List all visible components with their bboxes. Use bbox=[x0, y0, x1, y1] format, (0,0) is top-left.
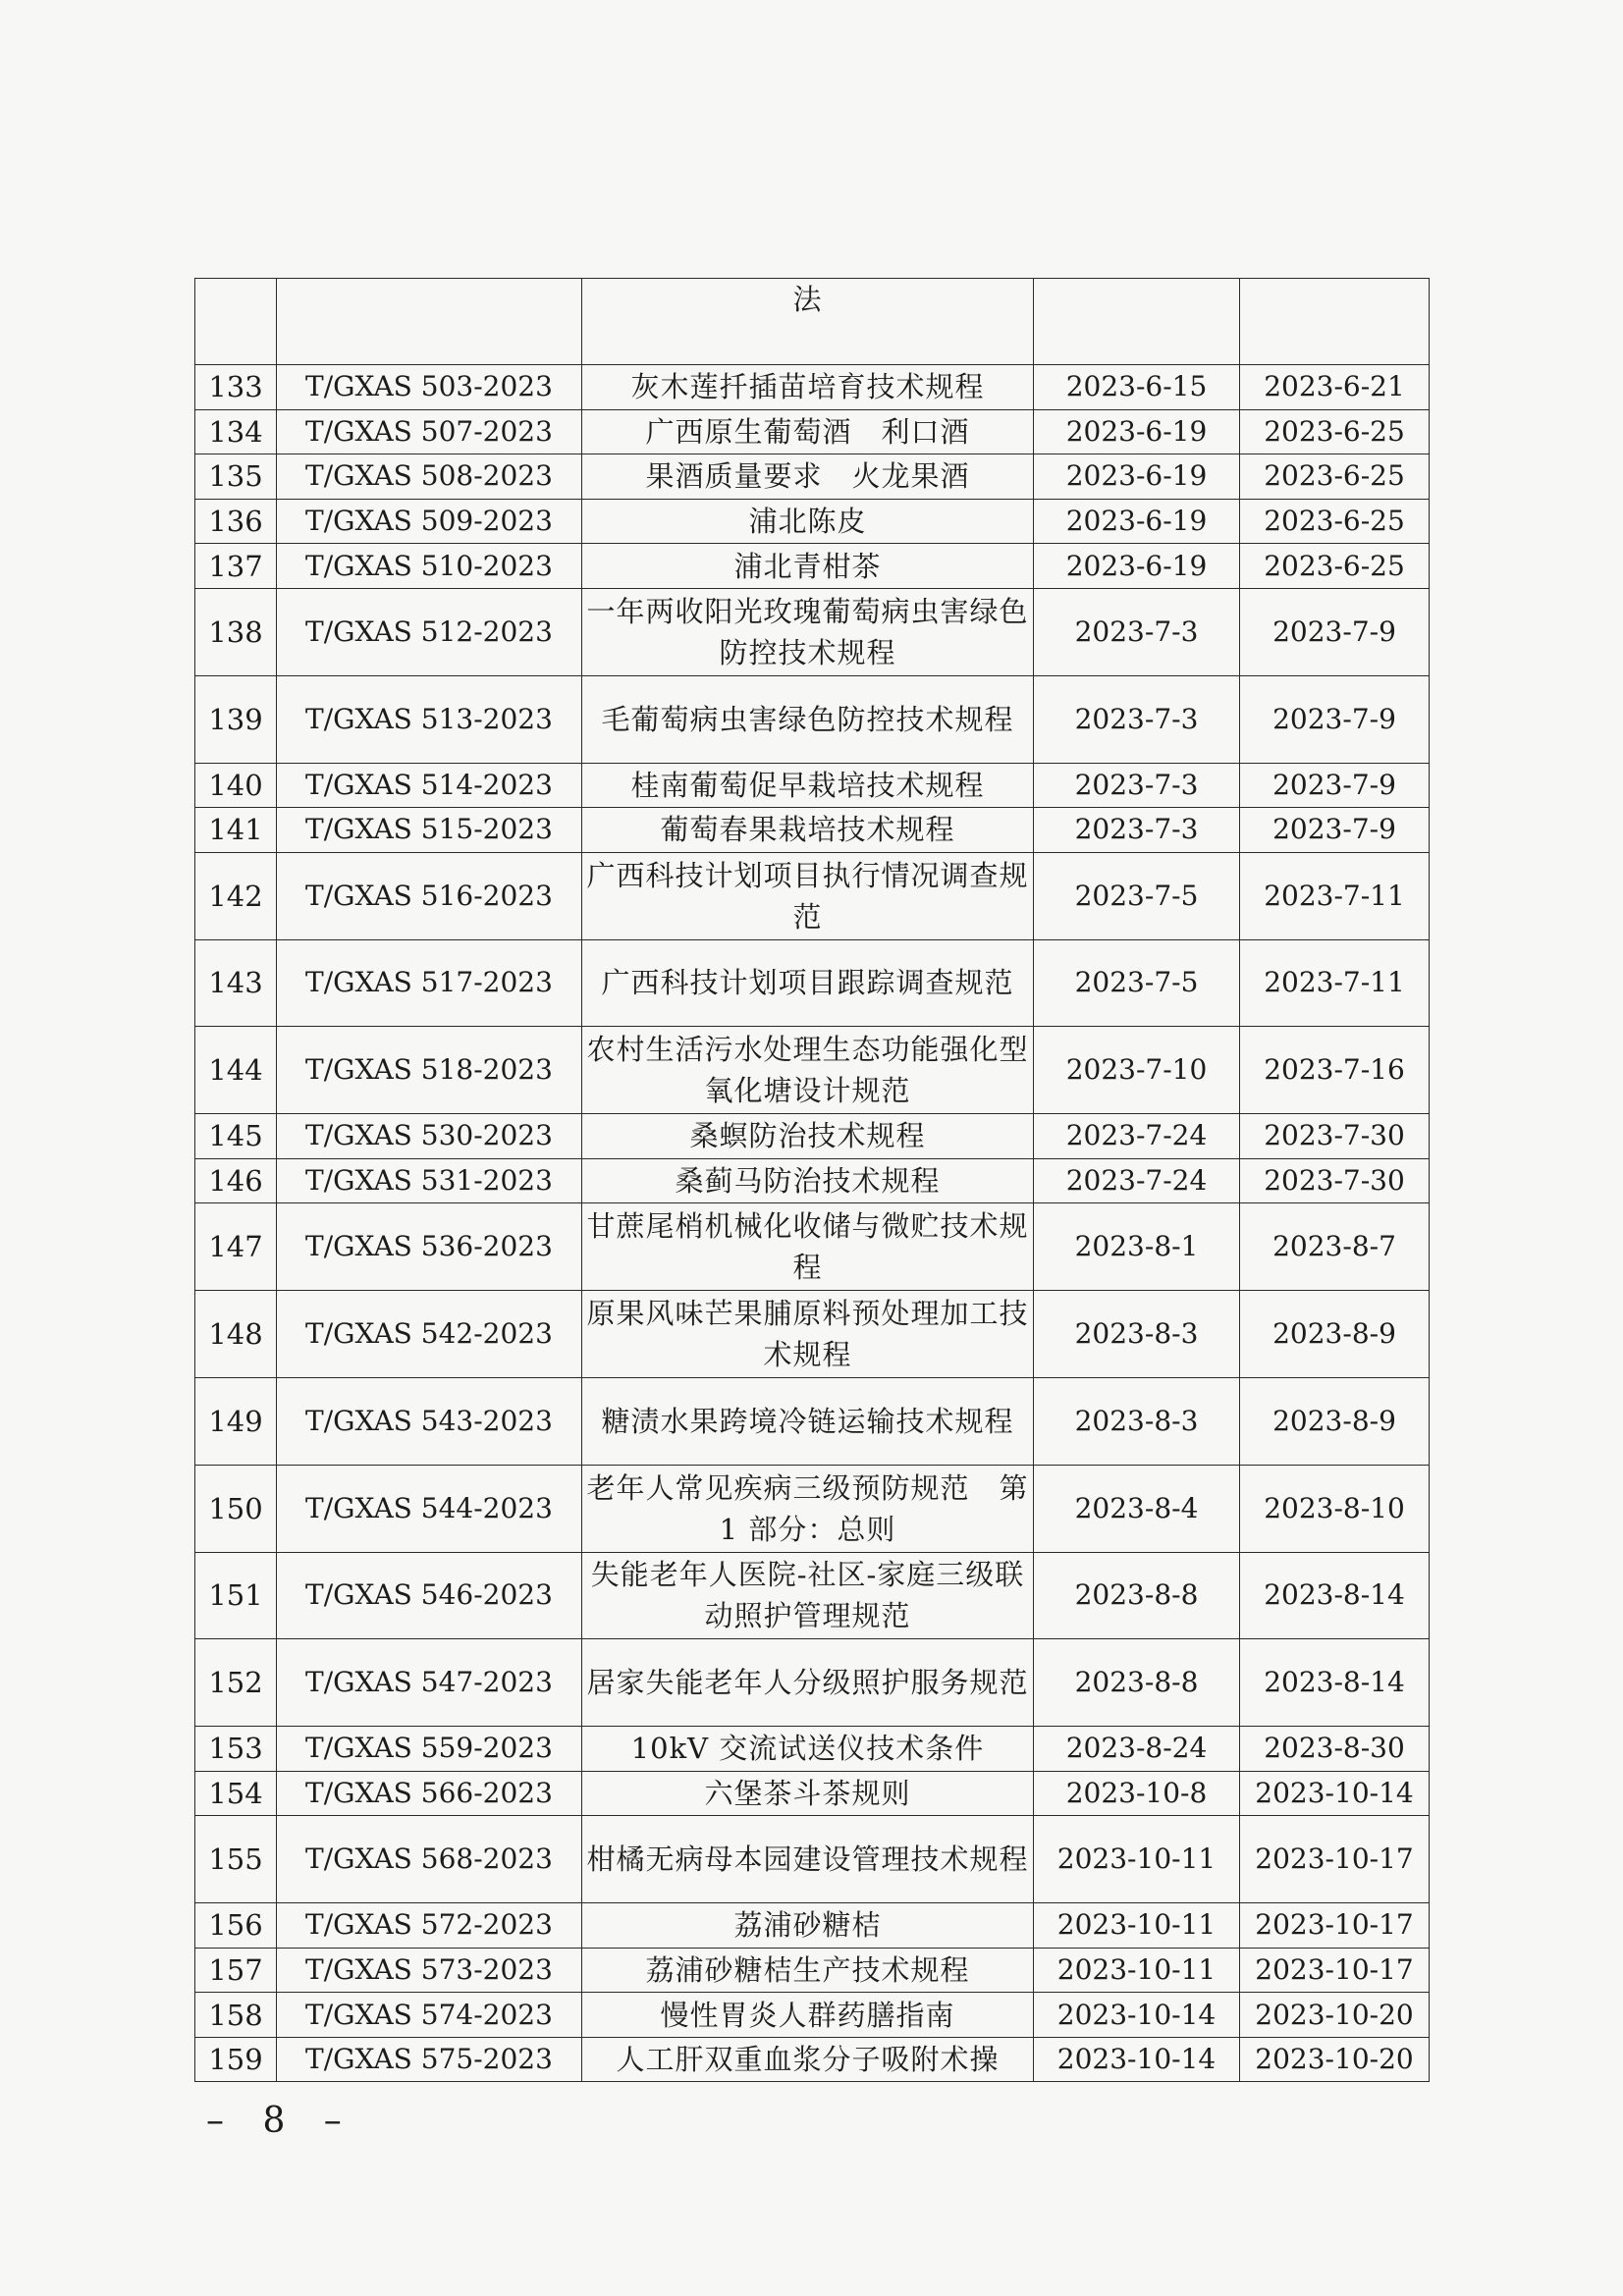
cell-name: 荔浦砂糖桔 bbox=[582, 1903, 1034, 1949]
cell-no: 145 bbox=[195, 1114, 277, 1159]
table-row bbox=[195, 1203, 1430, 1291]
cell-code: T/GXAS 574-2023 bbox=[277, 1993, 582, 2038]
cell-name: 人工肝双重血浆分子吸附术操 bbox=[582, 2037, 1034, 2082]
cell-publish-date: 2023-7-5 bbox=[1034, 939, 1240, 1027]
table-row bbox=[195, 1771, 1430, 1816]
cell-publish-date: 2023-7-3 bbox=[1034, 808, 1240, 853]
table-row bbox=[195, 365, 1430, 410]
cell-implement-date: 2023-8-9 bbox=[1240, 1377, 1430, 1465]
cell-implement-date: 2023-6-25 bbox=[1240, 454, 1430, 500]
cell-name: 失能老年人医院-社区-家庭三级联动照护管理规范 bbox=[582, 1552, 1034, 1639]
cell-publish-date: 2023-10-11 bbox=[1034, 1903, 1240, 1949]
cell-no: 133 bbox=[195, 365, 277, 410]
cell-implement-date: 2023-8-30 bbox=[1240, 1727, 1430, 1772]
cell-implement-date: 2023-10-14 bbox=[1240, 1771, 1430, 1816]
cell-code: T/GXAS 503-2023 bbox=[277, 365, 582, 410]
page-number: – 8 – bbox=[206, 2101, 355, 2141]
cell-no: 154 bbox=[195, 1771, 277, 1816]
cell-name: 广西原生葡萄酒 利口酒 bbox=[582, 409, 1034, 454]
cell-code: T/GXAS 531-2023 bbox=[277, 1158, 582, 1203]
cell-implement-date: 2023-8-9 bbox=[1240, 1291, 1430, 1378]
table-row bbox=[195, 1158, 1430, 1203]
table-row bbox=[195, 1948, 1430, 1993]
cell-publish-date: 2023-6-19 bbox=[1034, 544, 1240, 589]
cell-no: 135 bbox=[195, 454, 277, 500]
cell-code bbox=[277, 279, 582, 365]
cell-no: 147 bbox=[195, 1203, 277, 1291]
cell-implement-date: 2023-7-11 bbox=[1240, 852, 1430, 939]
cell-publish-date: 2023-8-8 bbox=[1034, 1552, 1240, 1639]
cell-code: T/GXAS 575-2023 bbox=[277, 2037, 582, 2082]
cell-implement-date: 2023-6-25 bbox=[1240, 544, 1430, 589]
cell-name: 老年人常见疾病三级预防规范 第 1 部分：总则 bbox=[582, 1465, 1034, 1552]
cell-name: 葡萄春果栽培技术规程 bbox=[582, 808, 1034, 853]
cell-code: T/GXAS 512-2023 bbox=[277, 588, 582, 675]
cell-implement-date: 2023-7-9 bbox=[1240, 763, 1430, 808]
table-row bbox=[195, 2037, 1430, 2082]
cell-name: 桑蓟马防治技术规程 bbox=[582, 1158, 1034, 1203]
cell-no: 151 bbox=[195, 1552, 277, 1639]
cell-name: 桑螟防治技术规程 bbox=[582, 1114, 1034, 1159]
cell-no: 137 bbox=[195, 544, 277, 589]
cell-publish-date: 2023-7-3 bbox=[1034, 763, 1240, 808]
cell-publish-date: 2023-10-14 bbox=[1034, 1993, 1240, 2038]
cell-publish-date: 2023-10-11 bbox=[1034, 1948, 1240, 1993]
table-row bbox=[195, 1639, 1430, 1727]
cell-implement-date bbox=[1240, 279, 1430, 365]
cell-code: T/GXAS 543-2023 bbox=[277, 1377, 582, 1465]
cell-no: 157 bbox=[195, 1948, 277, 1993]
cell-code: T/GXAS 513-2023 bbox=[277, 675, 582, 763]
cell-code: T/GXAS 530-2023 bbox=[277, 1114, 582, 1159]
cell-name: 一年两收阳光玫瑰葡萄病虫害绿色防控技术规程 bbox=[582, 588, 1034, 675]
cell-no: 158 bbox=[195, 1993, 277, 2038]
cell-publish-date: 2023-8-24 bbox=[1034, 1727, 1240, 1772]
cell-no: 143 bbox=[195, 939, 277, 1027]
table-row bbox=[195, 1465, 1430, 1552]
cell-code: T/GXAS 542-2023 bbox=[277, 1291, 582, 1378]
cell-code: T/GXAS 536-2023 bbox=[277, 1203, 582, 1291]
cell-name: 浦北青柑茶 bbox=[582, 544, 1034, 589]
cell-publish-date: 2023-7-3 bbox=[1034, 588, 1240, 675]
cell-implement-date: 2023-6-25 bbox=[1240, 409, 1430, 454]
cell-implement-date: 2023-8-10 bbox=[1240, 1465, 1430, 1552]
cell-code: T/GXAS 516-2023 bbox=[277, 852, 582, 939]
cell-publish-date: 2023-8-3 bbox=[1034, 1377, 1240, 1465]
cell-code: T/GXAS 515-2023 bbox=[277, 808, 582, 853]
cell-implement-date: 2023-10-17 bbox=[1240, 1903, 1430, 1949]
cell-publish-date: 2023-8-4 bbox=[1034, 1465, 1240, 1552]
cell-code: T/GXAS 514-2023 bbox=[277, 763, 582, 808]
cell-name: 甘蔗尾梢机械化收储与微贮技术规程 bbox=[582, 1203, 1034, 1291]
table-row bbox=[195, 1993, 1430, 2038]
cell-name: 柑橘无病母本园建设管理技术规程 bbox=[582, 1816, 1034, 1903]
cell-code: T/GXAS 510-2023 bbox=[277, 544, 582, 589]
cell-implement-date: 2023-6-25 bbox=[1240, 499, 1430, 544]
table-row bbox=[195, 499, 1430, 544]
cell-code: T/GXAS 559-2023 bbox=[277, 1727, 582, 1772]
cell-publish-date bbox=[1034, 279, 1240, 365]
cell-name: 浦北陈皮 bbox=[582, 499, 1034, 544]
cell-name: 灰木莲扦插苗培育技术规程 bbox=[582, 365, 1034, 410]
cell-implement-date: 2023-7-11 bbox=[1240, 939, 1430, 1027]
table-row bbox=[195, 808, 1430, 853]
cell-code: T/GXAS 509-2023 bbox=[277, 499, 582, 544]
cell-publish-date: 2023-7-10 bbox=[1034, 1027, 1240, 1114]
cell-name: 广西科技计划项目跟踪调查规范 bbox=[582, 939, 1034, 1027]
cell-no: 159 bbox=[195, 2037, 277, 2082]
table-row-continuation bbox=[195, 279, 1430, 365]
cell-implement-date: 2023-7-30 bbox=[1240, 1114, 1430, 1159]
table-row bbox=[195, 1114, 1430, 1159]
cell-implement-date: 2023-7-9 bbox=[1240, 675, 1430, 763]
cell-publish-date: 2023-8-8 bbox=[1034, 1639, 1240, 1727]
cell-name: 糖渍水果跨境冷链运输技术规程 bbox=[582, 1377, 1034, 1465]
cell-no: 148 bbox=[195, 1291, 277, 1378]
cell-implement-date: 2023-10-17 bbox=[1240, 1948, 1430, 1993]
cell-implement-date: 2023-8-14 bbox=[1240, 1639, 1430, 1727]
cell-no: 142 bbox=[195, 852, 277, 939]
cell-implement-date: 2023-6-21 bbox=[1240, 365, 1430, 410]
cell-publish-date: 2023-10-11 bbox=[1034, 1816, 1240, 1903]
cell-publish-date: 2023-10-14 bbox=[1034, 2037, 1240, 2082]
table-row bbox=[195, 409, 1430, 454]
table-row bbox=[195, 544, 1430, 589]
cell-name: 10kV 交流试送仪技术条件 bbox=[582, 1727, 1034, 1772]
cell-publish-date: 2023-7-5 bbox=[1034, 852, 1240, 939]
cell-no: 150 bbox=[195, 1465, 277, 1552]
table-row bbox=[195, 1291, 1430, 1378]
cell-code: T/GXAS 547-2023 bbox=[277, 1639, 582, 1727]
cell-name: 慢性胃炎人群药膳指南 bbox=[582, 1993, 1034, 2038]
cell-no: 134 bbox=[195, 409, 277, 454]
cell-no: 141 bbox=[195, 808, 277, 853]
cell-publish-date: 2023-7-3 bbox=[1034, 675, 1240, 763]
cell-publish-date: 2023-6-19 bbox=[1034, 499, 1240, 544]
cell-name: 六堡茶斗茶规则 bbox=[582, 1771, 1034, 1816]
table-row bbox=[195, 852, 1430, 939]
cell-code: T/GXAS 566-2023 bbox=[277, 1771, 582, 1816]
cell-no: 138 bbox=[195, 588, 277, 675]
cell-code: T/GXAS 517-2023 bbox=[277, 939, 582, 1027]
cell-no: 140 bbox=[195, 763, 277, 808]
cell-publish-date: 2023-10-8 bbox=[1034, 1771, 1240, 1816]
table-row bbox=[195, 1552, 1430, 1639]
cell-publish-date: 2023-7-24 bbox=[1034, 1158, 1240, 1203]
table-row bbox=[195, 675, 1430, 763]
cell-code: T/GXAS 572-2023 bbox=[277, 1903, 582, 1949]
cell-implement-date: 2023-10-17 bbox=[1240, 1816, 1430, 1903]
cell-name: 桂南葡萄促早栽培技术规程 bbox=[582, 763, 1034, 808]
cell-publish-date: 2023-8-3 bbox=[1034, 1291, 1240, 1378]
table-row bbox=[195, 1903, 1430, 1949]
cell-publish-date: 2023-6-19 bbox=[1034, 409, 1240, 454]
cell-code: T/GXAS 568-2023 bbox=[277, 1816, 582, 1903]
cell-implement-date: 2023-7-16 bbox=[1240, 1027, 1430, 1114]
cell-no: 136 bbox=[195, 499, 277, 544]
cell-name: 广西科技计划项目执行情况调查规范 bbox=[582, 852, 1034, 939]
cell-no: 152 bbox=[195, 1639, 277, 1727]
cell-implement-date: 2023-10-20 bbox=[1240, 1993, 1430, 2038]
cell-implement-date: 2023-8-14 bbox=[1240, 1552, 1430, 1639]
cell-code: T/GXAS 507-2023 bbox=[277, 409, 582, 454]
table-row bbox=[195, 1727, 1430, 1772]
cell-no: 156 bbox=[195, 1903, 277, 1949]
cell-code: T/GXAS 573-2023 bbox=[277, 1948, 582, 1993]
cell-code: T/GXAS 544-2023 bbox=[277, 1465, 582, 1552]
cell-code: T/GXAS 518-2023 bbox=[277, 1027, 582, 1114]
cell-name: 果酒质量要求 火龙果酒 bbox=[582, 454, 1034, 500]
cell-implement-date: 2023-7-30 bbox=[1240, 1158, 1430, 1203]
table-row bbox=[195, 588, 1430, 675]
cell-implement-date: 2023-7-9 bbox=[1240, 808, 1430, 853]
cell-publish-date: 2023-6-15 bbox=[1034, 365, 1240, 410]
cell-no: 144 bbox=[195, 1027, 277, 1114]
table-row bbox=[195, 454, 1430, 500]
cell-no: 149 bbox=[195, 1377, 277, 1465]
cell-name: 居家失能老年人分级照护服务规范 bbox=[582, 1639, 1034, 1727]
cell-no: 146 bbox=[195, 1158, 277, 1203]
cell-name: 原果风味芒果脯原料预处理加工技术规程 bbox=[582, 1291, 1034, 1378]
cell-no: 139 bbox=[195, 675, 277, 763]
cell-implement-date: 2023-7-9 bbox=[1240, 588, 1430, 675]
cell-code: T/GXAS 508-2023 bbox=[277, 454, 582, 500]
cell-name: 法 bbox=[582, 279, 1034, 365]
cell-no: 153 bbox=[195, 1727, 277, 1772]
cell-implement-date: 2023-8-7 bbox=[1240, 1203, 1430, 1291]
cell-publish-date: 2023-7-24 bbox=[1034, 1114, 1240, 1159]
table-row bbox=[195, 763, 1430, 808]
standards-table bbox=[194, 278, 1430, 2082]
table-row bbox=[195, 1816, 1430, 1903]
table-row bbox=[195, 1027, 1430, 1114]
cell-code: T/GXAS 546-2023 bbox=[277, 1552, 582, 1639]
cell-implement-date: 2023-10-20 bbox=[1240, 2037, 1430, 2082]
cell-publish-date: 2023-6-19 bbox=[1034, 454, 1240, 500]
cell-name: 荔浦砂糖桔生产技术规程 bbox=[582, 1948, 1034, 1993]
table-row bbox=[195, 939, 1430, 1027]
cell-no: 155 bbox=[195, 1816, 277, 1903]
cell-publish-date: 2023-8-1 bbox=[1034, 1203, 1240, 1291]
cell-name: 毛葡萄病虫害绿色防控技术规程 bbox=[582, 675, 1034, 763]
cell-no bbox=[195, 279, 277, 365]
cell-name: 农村生活污水处理生态功能强化型氧化塘设计规范 bbox=[582, 1027, 1034, 1114]
table-row bbox=[195, 1377, 1430, 1465]
